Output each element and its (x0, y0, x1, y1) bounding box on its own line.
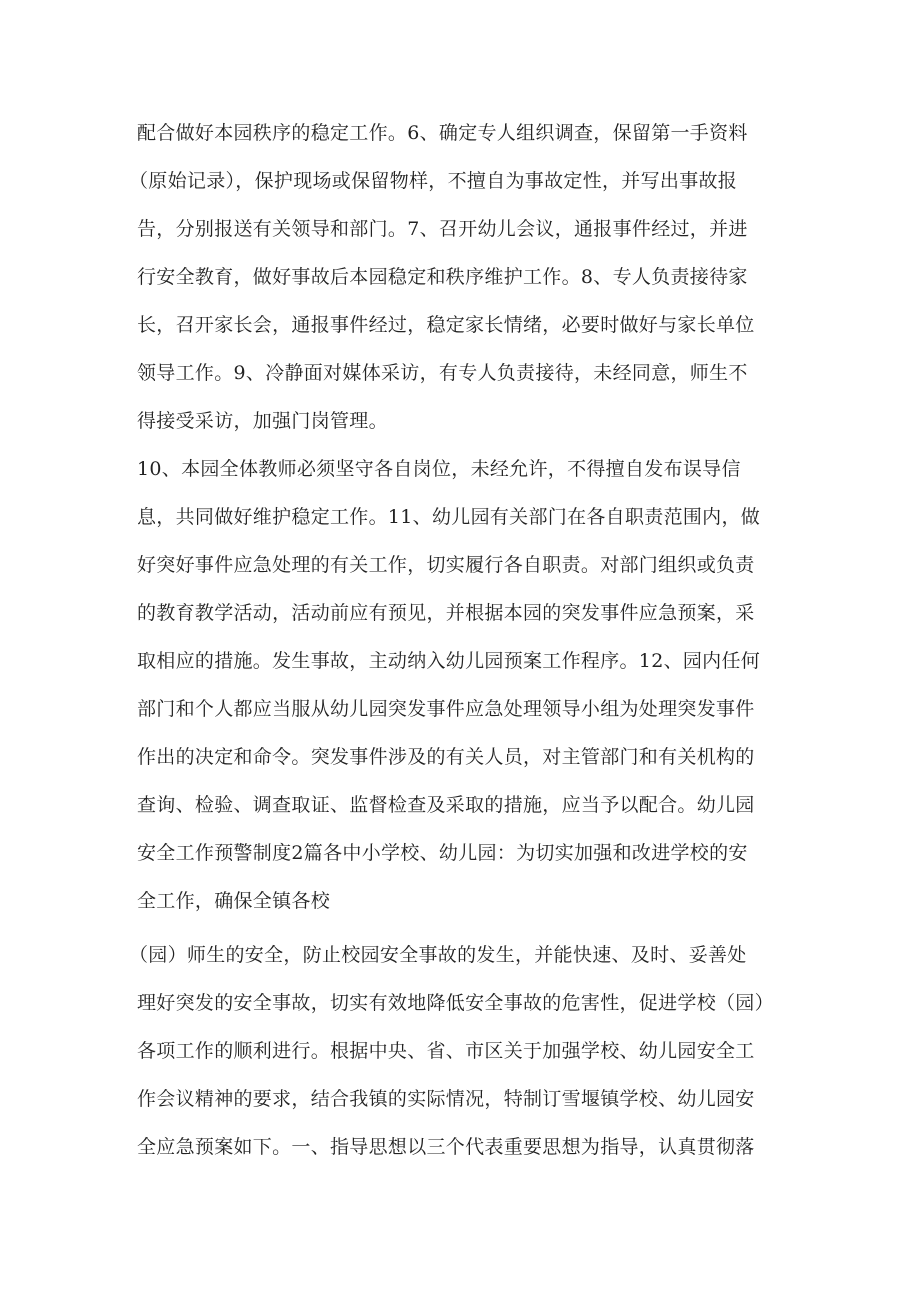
text-line: 各项工作的顺利进行。根据中央、省、市区关于加强学校、幼儿园安全工 (137, 1040, 755, 1062)
text-line: 配合做好本园秩序的稳定工作。6、确定专人组织调查，保留第一手资料 (137, 122, 748, 144)
text-line: 查询、检验、调查取证、监督检查及采取的措施，应当予以配合。幼儿园 (137, 794, 755, 816)
text-line: 得接受采访，加强门岗管理。 (137, 410, 388, 432)
text-line: 行安全教育，做好事故后本园稳定和秩序维护工作。8、专人负责接待家 (137, 266, 748, 288)
text-line: 全工作，确保全镇各校 (137, 890, 331, 912)
text-line: 好突好事件应急处理的有关工作，切实履行各自职责。对部门组织或负责 (137, 554, 755, 576)
text-line: 息，共同做好维护稳定工作。11、幼儿园有关部门在各自职责范围内，做 (137, 506, 761, 528)
text-line: 取相应的措施。发生事故，主动纳入幼儿园预案工作程序。12、园内任何 (137, 650, 761, 672)
text-line: 作会议精神的要求，结合我镇的实际情况，特制订雪堰镇学校、幼儿园安 (137, 1088, 755, 1110)
text-line: 告，分别报送有关领导和部门。7、召开幼儿会议，通报事件经过，并进 (137, 218, 748, 240)
text-line: 作出的决定和命令。突发事件涉及的有关人员，对主管部门和有关机构的 (137, 746, 755, 768)
text-line: （原始记录），保护现场或保留物样，不擅自为事故定性，并写出事故报 (129, 170, 738, 192)
text-line: （园）师生的安全，防止校园安全事故的发生，并能快速、及时、妥善处 (129, 944, 747, 966)
text-line: 安全工作预警制度2篇各中小学校、幼儿园：为切实加强和改进学校的安 (137, 842, 748, 864)
text-line: 理好突发的安全事故，切实有效地降低安全事故的危害性，促进学校（园） (137, 992, 774, 1014)
text-line: 的教育教学活动，活动前应有预见，并根据本园的突发事件应急预案，采 (137, 602, 755, 624)
text-line: 领导工作。9、冷静面对媒体采访，有专人负责接待，未经同意，师生不 (137, 362, 748, 384)
text-line: 长，召开家长会，通报事件经过，稳定家长情绪，必要时做好与家长单位 (137, 314, 755, 336)
text-line: 部门和个人都应当服从幼儿园突发事件应急处理领导小组为处理突发事件 (137, 698, 755, 720)
text-line: 全应急预案如下。一、指导思想以三个代表重要思想为指导，认真贯彻落 (137, 1136, 755, 1158)
text-line: 10、本园全体教师必须坚守各自岗位，未经允许，不得擅自发布误导信 (137, 458, 741, 480)
